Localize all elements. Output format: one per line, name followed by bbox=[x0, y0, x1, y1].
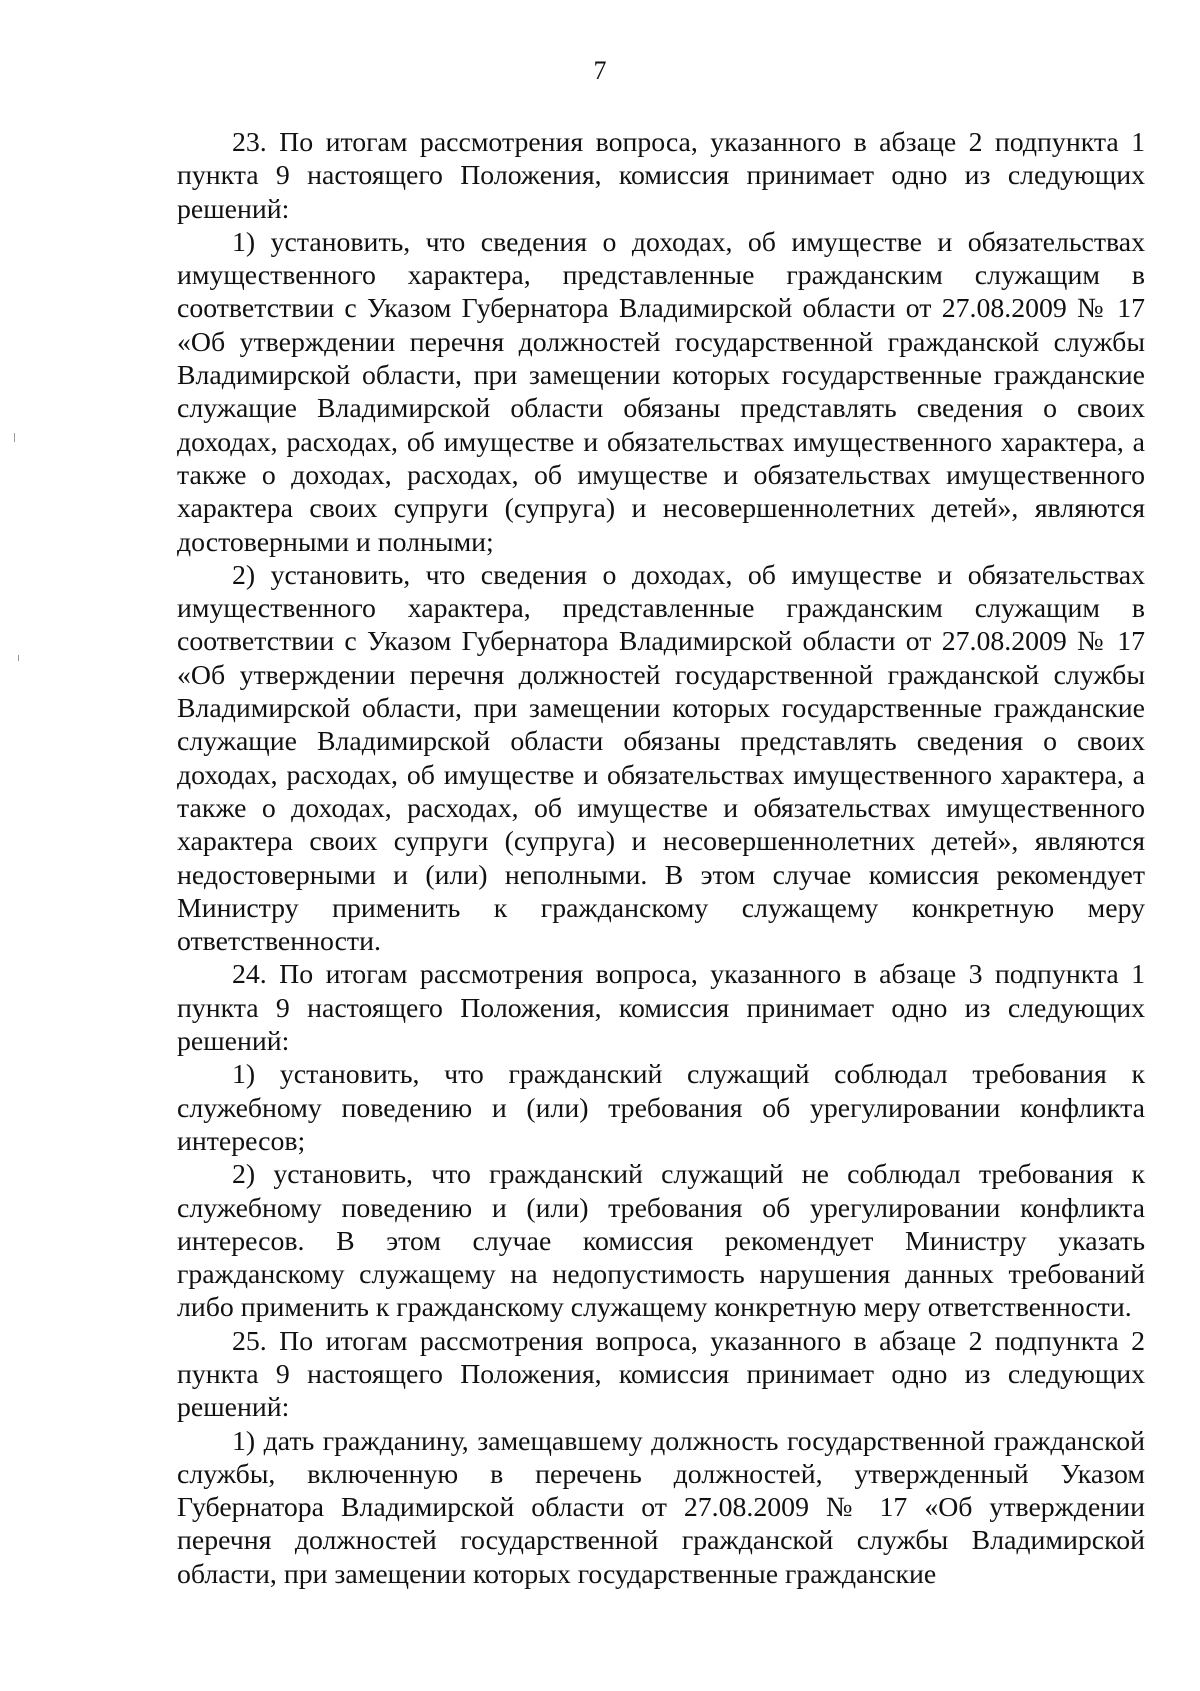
paragraph-24-item-1: 1) установить, что гражданский служащий соблюдал требования к служебному поведению и (или) требования об урегулировании конфликта интересов; bbox=[177, 1059, 1145, 1157]
paragraph-23: 23. По итогам рассмотрения вопроса, указанного в абзаце 2 подпункта 1 пункта 9 настоящего Положения, комиссия принимает одно из следующих решений: bbox=[177, 127, 1145, 225]
paragraph-23-item-2: 2) установить, что сведения о доходах, об имуществе и обязательствах имущественного характера, представленные гражданским служащим в соответствии с Указом Губернатора Владимирской области от 27.08.2009 № 17 «Об утверждении перечня должностей государственной гражданской службы Владимирской области, при замещении которых государственные гражданские служащие Владимирской области обязаны представлять сведения о своих доходах, расходах, об имуществе и обязательствах имущественного характера, а также о доходах, расходах, об имуществе и обязательствах имущественного характера своих супруги (супруга) и несовершеннолетних детей», являются недостоверными и (или) неполными. В этом случае комиссия рекомендует Министру применить к гражданскому служащему конкретную меру ответственности. bbox=[177, 559, 1145, 958]
paragraph-24-item-2: 2) установить, что гражданский служащий не соблюдал требования к служебному поведению и (или) требования об урегулировании конфликта интересов. В этом случае комиссия рекомендует Министру указать гражданскому служащему на недопустимость нарушения данных требований либо применить к гражданскому служащему конкретную меру ответственности. bbox=[177, 1159, 1145, 1324]
paragraph-23-item-1: 1) установить, что сведения о доходах, об имуществе и обязательствах имущественного характера, представленные гражданским служащим в соответствии с Указом Губернатора Владимирской области от 27.08.2009 № 17 «Об утверждении перечня должностей государственной гражданской службы Владимирской области, при замещении которых государственные гражданские служащие Владимирской области обязаны представлять сведения о своих доходах, расходах, об имуществе и обязательствах имущественного характера, а также о доходах, расходах, об имуществе и обязательствах имущественного характера своих супруги (супруга) и несовершеннолетних детей», являются достоверными и полными; bbox=[177, 226, 1145, 558]
scan-artifact-mark bbox=[18, 655, 19, 661]
scan-artifact-mark bbox=[14, 433, 15, 442]
document-body bbox=[177, 126, 1145, 1591]
paragraph-25-item-1: 1) дать гражданину, замещавшему должность государственной гражданской службы, включенную в перечень должностей, утвержденный Указом Губернатора Владимирской области от 27.08.2009 № 17 «Об утверждении перечня должностей государственной гражданской службы Владимирской области, при замещении которых государственные гражданские bbox=[177, 1425, 1145, 1590]
page-number: 7 bbox=[593, 56, 607, 85]
paragraph-25: 25. По итогам рассмотрения вопроса, указанного в абзаце 2 подпункта 2 пункта 9 настоящего Положения, комиссия принимает одно из следующих решений: bbox=[177, 1325, 1145, 1424]
paragraph-24: 24. По итогам рассмотрения вопроса, указанного в абзаце 3 подпункта 1 пункта 9 настоящего Положения, комиссия принимает одно из следующих решений: bbox=[177, 959, 1145, 1058]
